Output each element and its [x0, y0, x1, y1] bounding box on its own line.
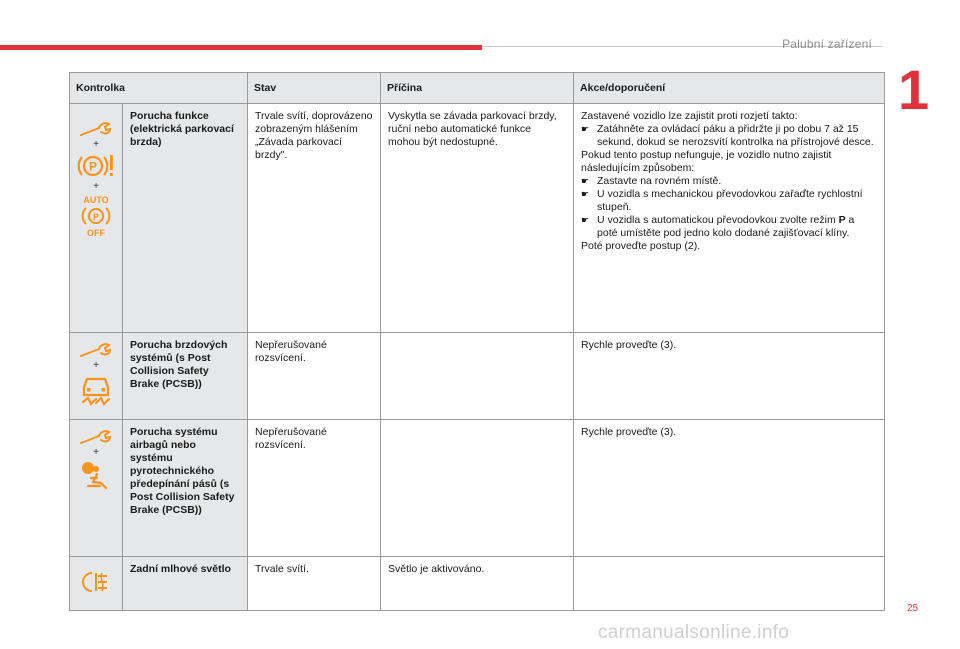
column-header-indicator: Kontrolka — [70, 73, 248, 104]
auto-label: AUTO — [83, 195, 109, 205]
column-header-action: Akce/doporučení — [574, 73, 885, 104]
chapter-number: 1 — [898, 58, 930, 121]
page-number: 25 — [907, 603, 919, 614]
action-cell — [574, 104, 885, 333]
state-cell: Nepřerušované rozsvícení. — [248, 420, 381, 557]
step-text: U vozidla s automatickou převodovkou zvolte režim — [597, 214, 839, 226]
action-steps — [581, 123, 877, 149]
indicator-icons-cell — [70, 104, 123, 333]
plus-sign: + — [93, 447, 99, 458]
action-intro: Zastavené vozidlo lze zajistit proti rozjetí takto: — [581, 110, 798, 122]
cause-cell: Světlo je aktivováno. — [381, 557, 574, 611]
indicator-name: Porucha systému airbagů nebo systému pyrotechnického předepínání pásů (s Post Collision Safety Brake (PCSB)) — [123, 420, 248, 557]
table-row — [70, 420, 885, 557]
action-mid: Pokud tento postup nefunguje, je vozidlo nutno zajistit následujícím způsobem: — [581, 149, 832, 174]
action-step: ☛ U vozidla s mechanickou převodovkou zařaďte rychlostní stupeň. — [581, 188, 877, 214]
action-end: Poté proveďte postup (2). — [581, 240, 701, 252]
p-letter: P — [92, 212, 100, 222]
auto-parking-off-icon — [79, 194, 113, 238]
cause-cell — [381, 420, 574, 557]
indicator-icons-cell — [70, 420, 123, 557]
action-cell — [574, 557, 885, 611]
table-row — [70, 104, 885, 333]
indicator-icons-cell — [70, 333, 123, 420]
gear-p: P — [838, 214, 846, 226]
action-steps — [581, 175, 877, 240]
plus-sign: + — [93, 360, 99, 371]
action-step: ☛ Zatáhněte za ovládací páku a přidržte ji po dobu 7 až 15 sekund, dokud se nerozsvítí kontrolka na přístrojové desce. — [581, 123, 877, 149]
warning-lights-table — [69, 72, 885, 611]
parking-brake-fault-icon — [76, 152, 116, 180]
step-text: a poté umístěte pod jedno kolo dodané zajišťovací klíny. — [597, 214, 855, 239]
table-row — [70, 557, 885, 611]
plus-sign: + — [93, 139, 99, 150]
airbag-icon — [79, 460, 113, 490]
column-header-state: Stav — [248, 73, 381, 104]
state-cell: Nepřerušované rozsvícení. — [248, 333, 381, 420]
p-letter: P — [88, 159, 98, 174]
wrench-icon — [79, 122, 113, 138]
section-title: Palubní zařízení — [782, 37, 872, 51]
state-cell: Trvale svítí, doprovázeno zobrazeným hlášením „Závada parkovací brzdy". — [248, 104, 381, 333]
table-header-row — [70, 73, 885, 104]
wrench-icon — [79, 343, 113, 359]
indicator-icons-cell — [70, 557, 123, 611]
indicator-name: Zadní mlhové světlo — [123, 557, 248, 611]
cause-cell — [381, 333, 574, 420]
off-label: OFF — [87, 228, 105, 238]
watermark: carmanualsonline.info — [598, 622, 790, 643]
collision-brake-icon — [79, 373, 113, 407]
action-step: ☛ Zastavte na rovném místě. — [581, 175, 877, 188]
column-header-cause: Příčina — [381, 73, 574, 104]
indicator-name: Porucha funkce (elektrická parkovací brzda) — [123, 104, 248, 333]
indicator-name: Porucha brzdových systémů (s Post Collision Safety Brake (PCSB)) — [123, 333, 248, 420]
table-row — [70, 333, 885, 420]
wrench-icon — [79, 430, 113, 446]
plus-sign: + — [93, 181, 99, 192]
state-cell: Trvale svítí. — [248, 557, 381, 611]
rear-fog-light-icon — [79, 571, 113, 593]
action-step — [581, 214, 877, 240]
cause-cell: Vyskytla se závada parkovací brzdy, ruční nebo automatické funkce mohou být nedostupné. — [381, 104, 574, 333]
header-accent-bar — [0, 45, 482, 50]
action-cell: Rychle proveďte (3). — [574, 420, 885, 557]
action-cell: Rychle proveďte (3). — [574, 333, 885, 420]
